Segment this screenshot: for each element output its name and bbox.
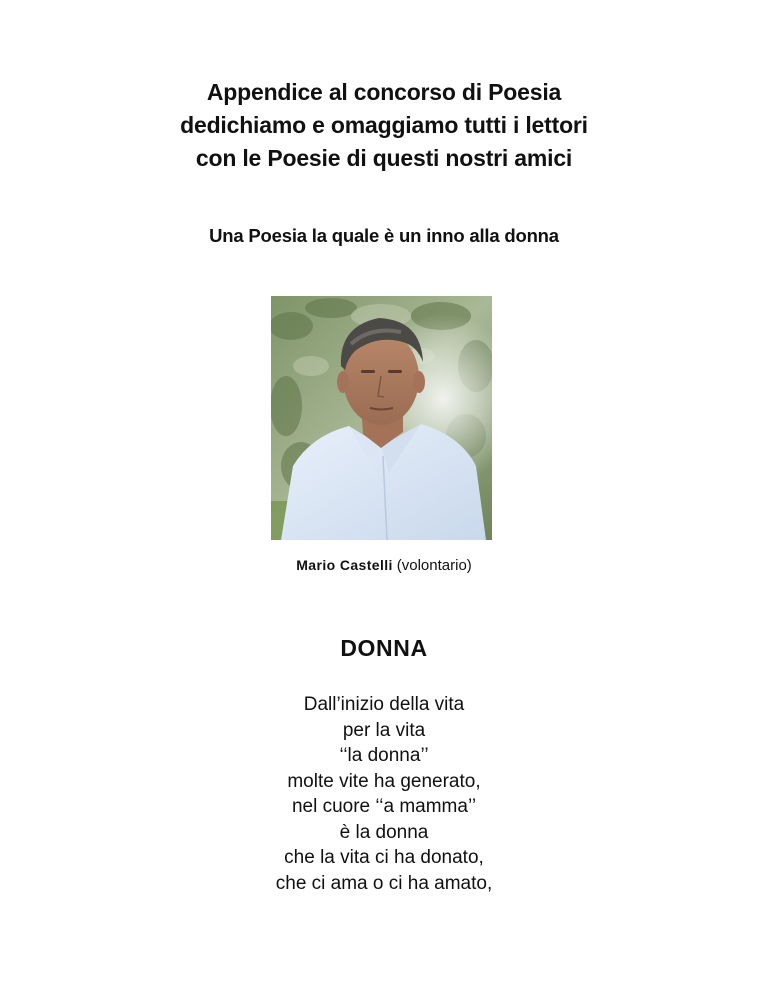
title-line-3: con le Poesie di questi nostri amici xyxy=(195,145,573,171)
poem-body xyxy=(0,692,768,896)
poem-line: è la donna xyxy=(339,821,429,843)
poem-line: per la vita xyxy=(342,719,426,741)
poem-line: Dall’inizio della vita xyxy=(303,694,465,715)
author-name: Mario Castelli xyxy=(296,557,393,573)
poem-line: ‘‘la donna’’ xyxy=(339,745,429,766)
page-title xyxy=(0,76,768,175)
poem-line: che ci ama o ci ha amato, xyxy=(275,872,493,894)
page-subtitle: Una Poesia la quale è un inno alla donna xyxy=(209,225,559,246)
photo-caption xyxy=(0,556,768,575)
author-photo xyxy=(271,296,492,540)
title-line-1: Appendice al concorso di Poesia xyxy=(206,79,562,105)
poem-line: nel cuore ‘‘a mamma’’ xyxy=(291,796,477,817)
author-role: (volontario) xyxy=(396,557,472,574)
poem-line: molte vite ha generato, xyxy=(287,770,481,792)
title-line-2: dedichiamo e omaggiamo tutti i lettori xyxy=(180,112,588,138)
poem-title: DONNA xyxy=(340,635,428,661)
poem-line: che la vita ci ha donato, xyxy=(284,847,484,868)
